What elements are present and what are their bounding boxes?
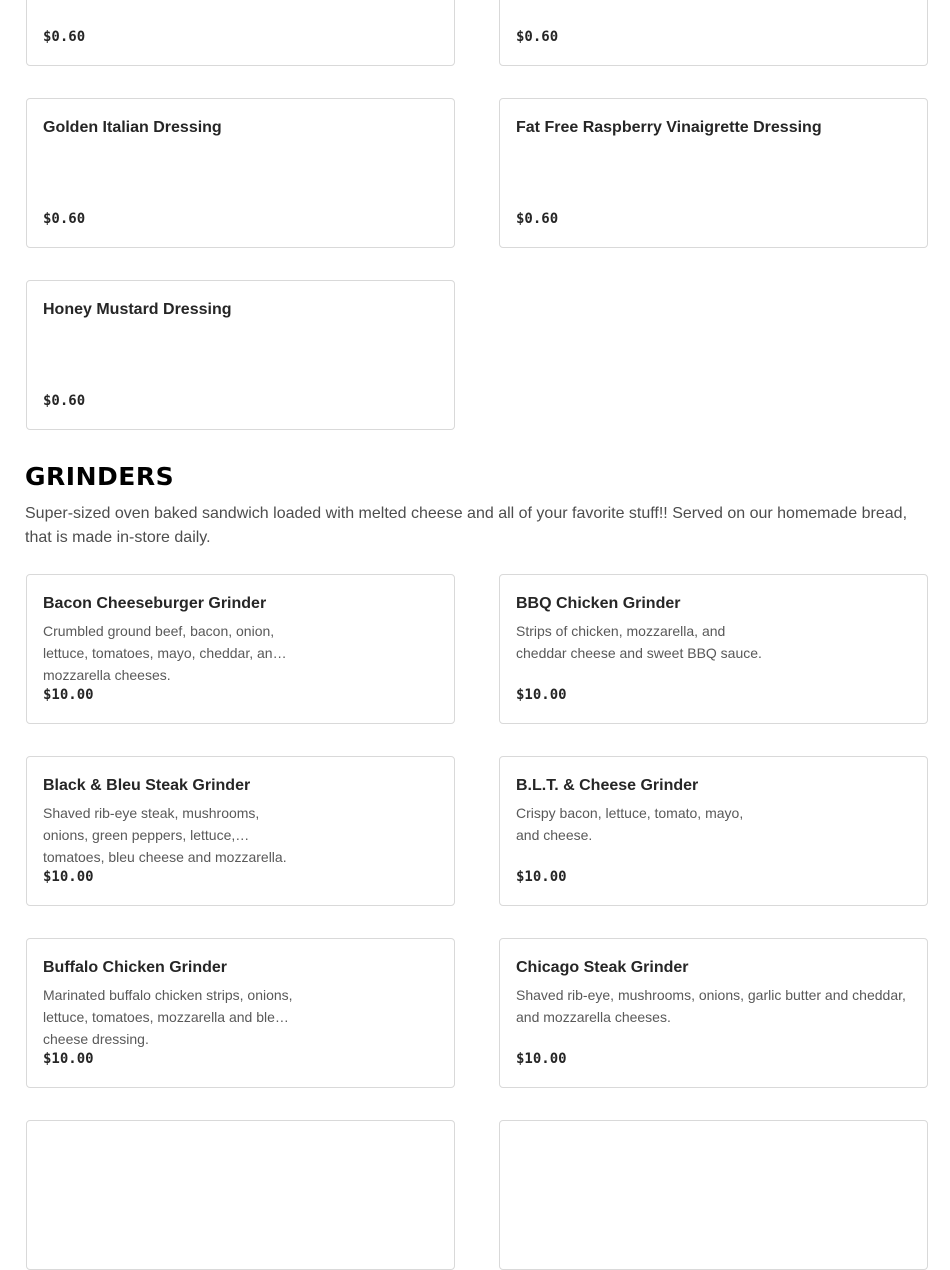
item-name: Black & Bleu Steak Grinder bbox=[43, 777, 251, 794]
menu-item-card[interactable] bbox=[26, 574, 455, 724]
item-price: $0.60 bbox=[516, 211, 559, 227]
item-name: Chicago Steak Grinder bbox=[516, 959, 689, 976]
item-description: Shaved rib-eye, mushrooms, onions, garlic butter and cheddar, and mozzarella cheeses. bbox=[516, 987, 906, 1025]
menu-item-card[interactable] bbox=[499, 938, 928, 1088]
menu-item-card[interactable] bbox=[499, 756, 928, 906]
menu-item-card[interactable] bbox=[26, 280, 455, 430]
item-name: BBQ Chicken Grinder bbox=[516, 595, 681, 612]
item-name: Bacon Cheeseburger Grinder bbox=[43, 595, 267, 612]
item-price: $0.60 bbox=[516, 29, 559, 45]
item-name: Fat Free Raspberry Vinaigrette Dressing bbox=[516, 119, 822, 136]
item-name: Honey Mustard Dressing bbox=[43, 301, 232, 318]
item-price: $0.60 bbox=[43, 393, 86, 409]
item-price: $10.00 bbox=[516, 687, 567, 703]
menu-item-card[interactable] bbox=[26, 98, 455, 248]
section-description: Super-sized oven baked sandwich loaded with melted cheese and all of your favorite stuff!! Served on our homemade bread, that is made in-store daily. bbox=[25, 505, 908, 546]
menu-item-card[interactable] bbox=[26, 1120, 455, 1270]
item-price: $10.00 bbox=[43, 1051, 94, 1067]
menu-item-card[interactable] bbox=[26, 938, 455, 1088]
item-price: $10.00 bbox=[43, 869, 94, 885]
menu-item-card[interactable] bbox=[26, 0, 455, 66]
item-price: $0.60 bbox=[43, 29, 86, 45]
menu-item-card[interactable] bbox=[499, 0, 928, 66]
menu-item-card[interactable] bbox=[499, 98, 928, 248]
menu-item-card[interactable] bbox=[499, 574, 928, 724]
menu-item-card[interactable] bbox=[499, 1120, 928, 1270]
item-price: $10.00 bbox=[516, 869, 567, 885]
item-price: $10.00 bbox=[516, 1051, 567, 1067]
item-name: Golden Italian Dressing bbox=[43, 119, 222, 136]
item-description: Crispy bacon, lettuce, tomato, mayo, and cheese. bbox=[516, 805, 744, 843]
item-description: Strips of chicken, mozzarella, and cheddar cheese and sweet BBQ sauce. bbox=[516, 623, 762, 661]
item-description: Marinated buffalo chicken strips, onions, lettuce, tomatoes, mozzarella and bleu cheese dressing. bbox=[43, 987, 293, 1047]
item-name: Buffalo Chicken Grinder bbox=[43, 959, 228, 976]
item-name: B.L.T. & Cheese Grinder bbox=[516, 777, 699, 794]
item-price: $0.60 bbox=[43, 211, 86, 227]
section-title: GRINDERS bbox=[25, 462, 175, 491]
item-price: $10.00 bbox=[43, 687, 94, 703]
menu-item-card[interactable] bbox=[26, 756, 455, 906]
item-description: Crumbled ground beef, bacon, onion, lettuce, tomatoes, mayo, cheddar, and mozzarella cheeses. bbox=[43, 623, 281, 683]
item-description: Shaved rib-eye steak, mushrooms, onions, green peppers, lettuce, tomatoes, bleu cheese and mozzarella. bbox=[43, 805, 287, 865]
